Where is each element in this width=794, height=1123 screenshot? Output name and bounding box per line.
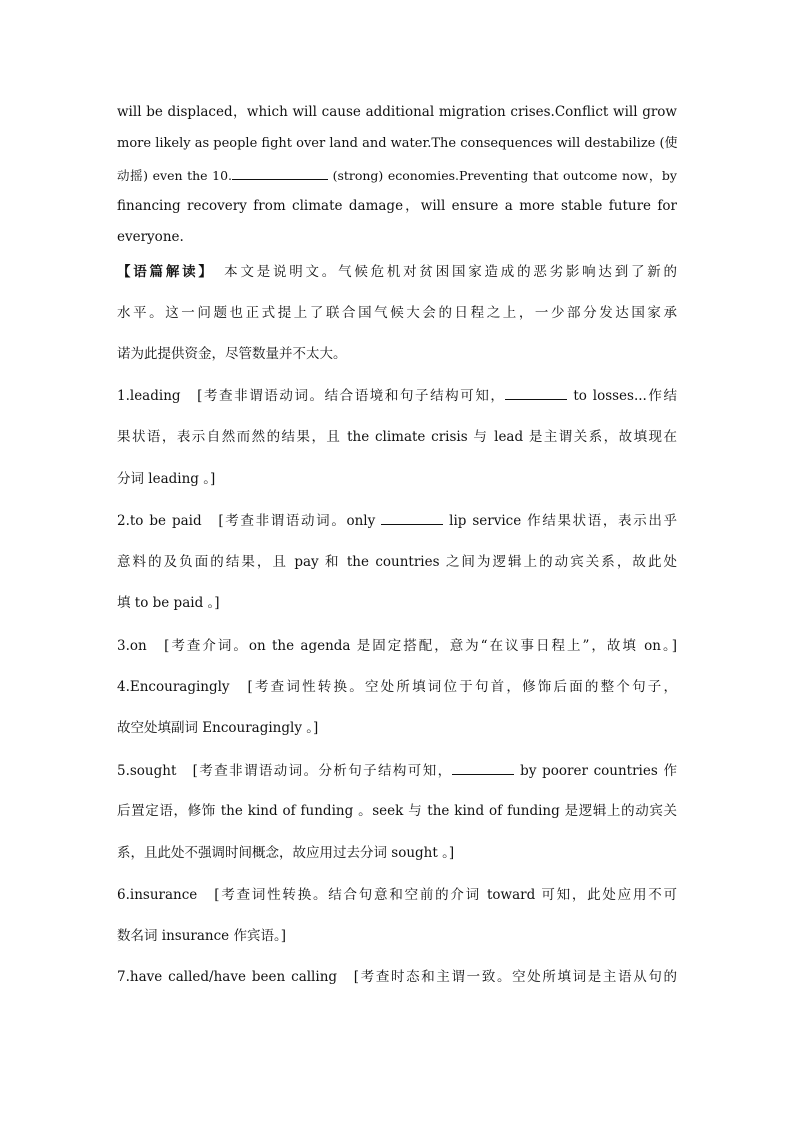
passage-text: 动摇) even the 10.	[117, 168, 232, 183]
answer-4: 4.Encouragingly [考查词性转换。空处所填词位于句首，修饰后面的整个句子，	[117, 679, 677, 695]
answer-text: 2.to be paid [考查非谓语动词。only	[117, 513, 376, 529]
answer-text: to losses...作结	[573, 388, 677, 404]
answer-6: 6.insurance [考查词性转换。结合句意和空前的介词 toward 可知，此处应用不可	[117, 887, 677, 903]
reading-text: 本文是说明文。气候危机对贫困国家造成的恶劣影响达到了新的	[224, 264, 678, 280]
passage-line: financing recovery from climate damage，will ensure a more stable future for	[117, 198, 677, 214]
answer-line: 数名词 insurance 作宾语。]	[117, 928, 286, 944]
passage-line: everyone.	[117, 229, 184, 245]
answer-line: 系，且此处不强调时间概念，故应用过去分词 sought 。]	[117, 845, 455, 861]
reading-heading: 【语篇解读】	[117, 264, 208, 280]
answer-line: 后置定语，修饰 the kind of funding 。seek 与 the kind of funding 是逻辑上的动宾关	[117, 803, 677, 819]
answer-7: 7.have called/have been calling [考查时态和主谓一致。空处所填词是主语从句的	[117, 969, 677, 985]
answer-2	[117, 510, 677, 531]
answer-1	[117, 385, 677, 406]
answer-blank	[381, 510, 443, 525]
answer-text: by poorer countries 作	[520, 763, 677, 779]
answer-blank	[505, 385, 567, 400]
passage-line: more likely as people fight over land and water.The consequences will destabilize (使	[117, 136, 678, 151]
fill-blank-10	[232, 165, 328, 180]
reading-line	[117, 262, 677, 282]
passage-text: (strong) economies.Preventing that outcome now，by	[332, 168, 677, 183]
answer-3: 3.on [考查介词。on the agenda 是固定搭配，意为“在议事日程上”，故填 on。]	[117, 638, 677, 654]
reading-line: 诺为此提供资金，尽管数量并不太大。	[117, 346, 347, 362]
answer-line: 填 to be paid 。]	[117, 595, 220, 611]
passage-line: will be displaced，which will cause additional migration crises.Conflict will grow	[117, 104, 677, 120]
answer-text: 1.leading [考查非谓语动词。结合语境和句子结构可知，	[117, 388, 506, 404]
answer-blank	[452, 760, 514, 775]
passage-line	[117, 165, 677, 186]
answer-text: 5.sought [考查非谓语动词。分析句子结构可知，	[117, 763, 453, 779]
answer-line: 故空处填副词 Encouragingly 。]	[117, 720, 319, 736]
reading-line: 水平。这一问题也正式提上了联合国气候大会的日程之上，一少部分发达国家承	[117, 305, 677, 321]
answer-line: 意料的及负面的结果，且 pay 和 the countries 之间为逻辑上的动宾关系，故此处	[117, 554, 677, 570]
answer-text: lip service 作结果状语，表示出乎	[449, 513, 678, 529]
answer-line: 果状语，表示自然而然的结果，且 the climate crisis 与 lead 是主谓关系，故填现在	[117, 429, 677, 445]
answer-line: 分词 leading 。]	[117, 471, 216, 487]
answer-5	[117, 760, 677, 781]
